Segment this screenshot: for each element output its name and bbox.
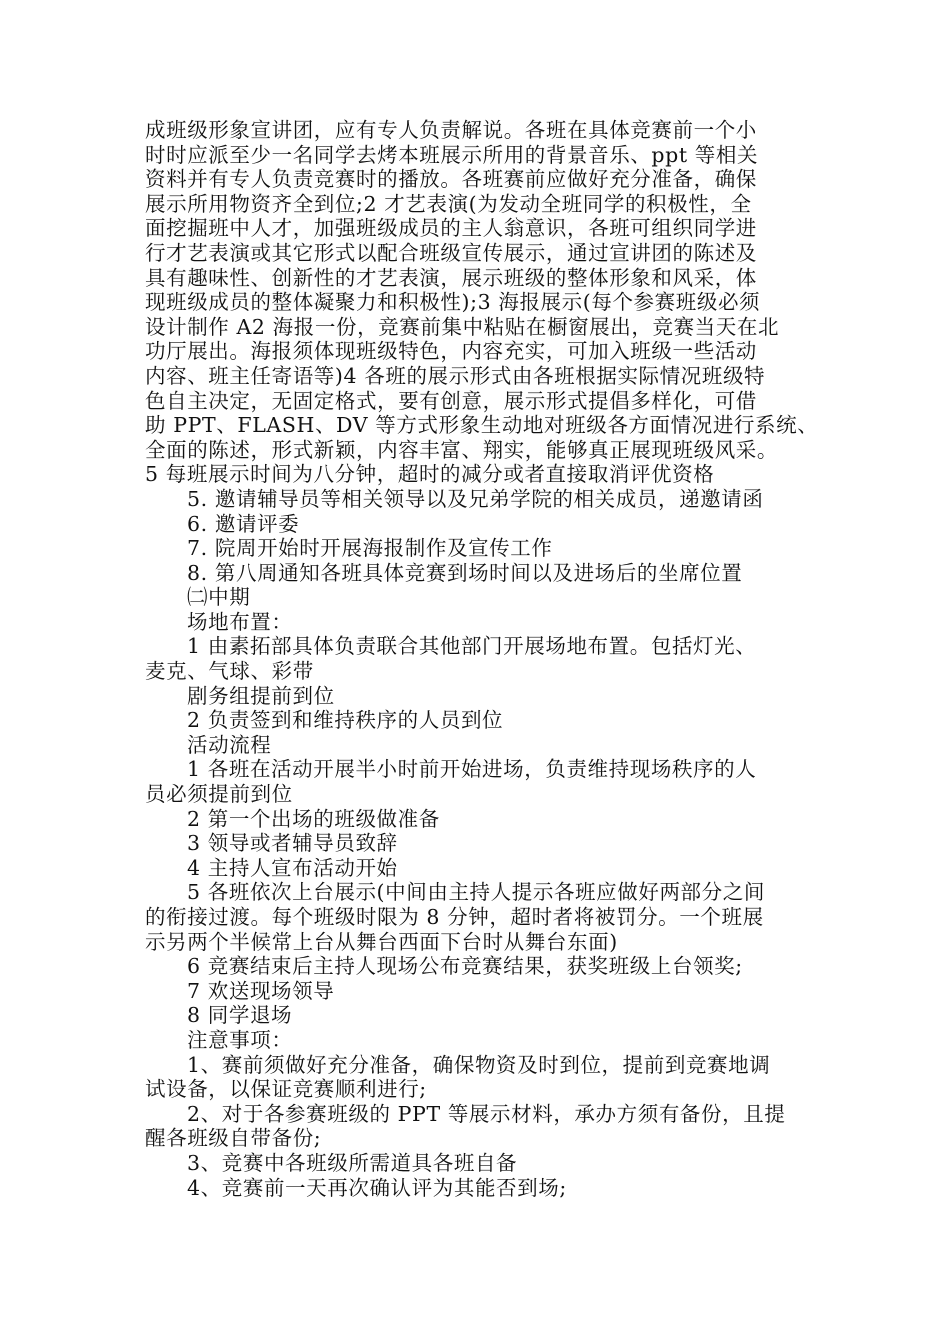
- text-line: 8 同学退场: [187, 1003, 293, 1028]
- text-line: 功厅展出。海报须体现班级特色，内容充实，可加入班级一些活动: [145, 339, 757, 364]
- text-line: 2、对于各参赛班级的 PPT 等展示材料，承办方须有备份，且提: [187, 1101, 786, 1126]
- text-line: 的衔接过渡。每个班级时限为 8 分钟，超时者将被罚分。一个班展: [145, 905, 764, 929]
- text-line: 6. 邀请评委: [187, 511, 300, 536]
- text-line: 7 欢送现场领导: [187, 978, 335, 1003]
- text-line: 示另两个半候常上台从舞台西面下台时从舞台东面): [145, 929, 618, 954]
- text-line: 3 领导或者辅导员致辞: [187, 831, 398, 856]
- text-line: 醒各班级自带备份;: [145, 1126, 322, 1151]
- text-line: 麦克、气球、彩带: [145, 659, 314, 684]
- text-line: 8. 第八周通知各班具体竞赛到场时间以及进场后的坐席位置: [187, 560, 743, 585]
- text-line: 6 竞赛结束后主持人现场公布竞赛结果，获奖班级上台领奖;: [187, 954, 743, 979]
- text-line: 1 由素拓部具体负责联合其他部门开展场地布置。包括灯光、: [187, 634, 757, 659]
- text-line: 成班级形象宣讲团，应有专人负责解说。各班在具体竞赛前一个小: [145, 118, 757, 142]
- document-body: [145, 118, 825, 1200]
- text-line: 活动流程: [187, 732, 272, 757]
- text-line: 资料并有专人负责竞赛时的播放。各班赛前应做好充分准备，确保: [145, 167, 757, 192]
- text-line: 设计制作 A2 海报一份，竞赛前集中粘贴在橱窗展出，竞赛当天在北: [145, 314, 780, 339]
- text-line: 注意事项：: [187, 1027, 293, 1052]
- text-line: 2 负责签到和维持秩序的人员到位: [187, 708, 504, 733]
- text-line: ㈡中期: [187, 585, 251, 610]
- text-line: 内容、班主任寄语等)4 各班的展示形式由各班根据实际情况班级特: [145, 363, 766, 388]
- text-line: 现班级成员的整体凝聚力和积极性);3 海报展示(每个参赛班级必须: [145, 290, 761, 315]
- text-line: 3、竞赛中各班级所需道具各班自备: [187, 1150, 518, 1175]
- text-line: 5. 邀请辅导员等相关领导以及兄弟学院的相关成员，递邀请函: [187, 486, 764, 511]
- text-line: 员必须提前到位: [145, 782, 293, 807]
- text-line: 全面的陈述，形式新颖，内容丰富、翔实，能够真正展现班级风采。: [145, 437, 778, 462]
- text-line: 面挖掘班中人才，加强班级成员的主人翁意识，各班可组织同学进: [145, 216, 757, 241]
- text-line: 5 各班依次上台展示(中间由主持人提示各班应做好两部分之间: [187, 880, 765, 905]
- text-line: 试设备，以保证竞赛顺利进行;: [145, 1077, 427, 1102]
- text-line: 具有趣味性、创新性的才艺表演，展示班级的整体形象和风采，体: [145, 265, 757, 290]
- text-line: 4、竞赛前一天再次确认评为其能否到场;: [187, 1175, 567, 1200]
- text-line: 5 每班展示时间为八分钟，超时的减分或者直接取消评优资格: [145, 462, 715, 487]
- text-line: 展示所用物资齐全到位;2 才艺表演(为发动全班同学的积极性，全: [145, 191, 752, 216]
- text-line: 1 各班在活动开展半小时前开始进场，负责维持现场秩序的人: [187, 757, 757, 782]
- text-line: 助 PPT、FLASH、DV 等方式形象生动地对班级各方面情况进行系统、: [145, 413, 819, 438]
- text-line: 剧务组提前到位: [187, 683, 335, 708]
- text-line: 行才艺表演或其它形式以配合班级宣传展示，通过宣讲团的陈述及: [145, 240, 757, 265]
- text-line: 4 主持人宣布活动开始: [187, 855, 398, 880]
- text-line: 1、赛前须做好充分准备，确保物资及时到位，提前到竞赛地调: [187, 1052, 771, 1077]
- text-line: 场地布置：: [187, 609, 293, 634]
- text-line: 2 第一个出场的班级做准备: [187, 806, 440, 831]
- text-line: 7. 院周开始时开展海报制作及宣传工作: [187, 536, 553, 561]
- text-line: 时时应派至少一名同学去烤本班展示所用的背景音乐、ppt 等相关: [145, 142, 759, 167]
- text-line: 色自主决定，无固定格式，要有创意，展示形式提倡多样化，可借: [145, 388, 757, 413]
